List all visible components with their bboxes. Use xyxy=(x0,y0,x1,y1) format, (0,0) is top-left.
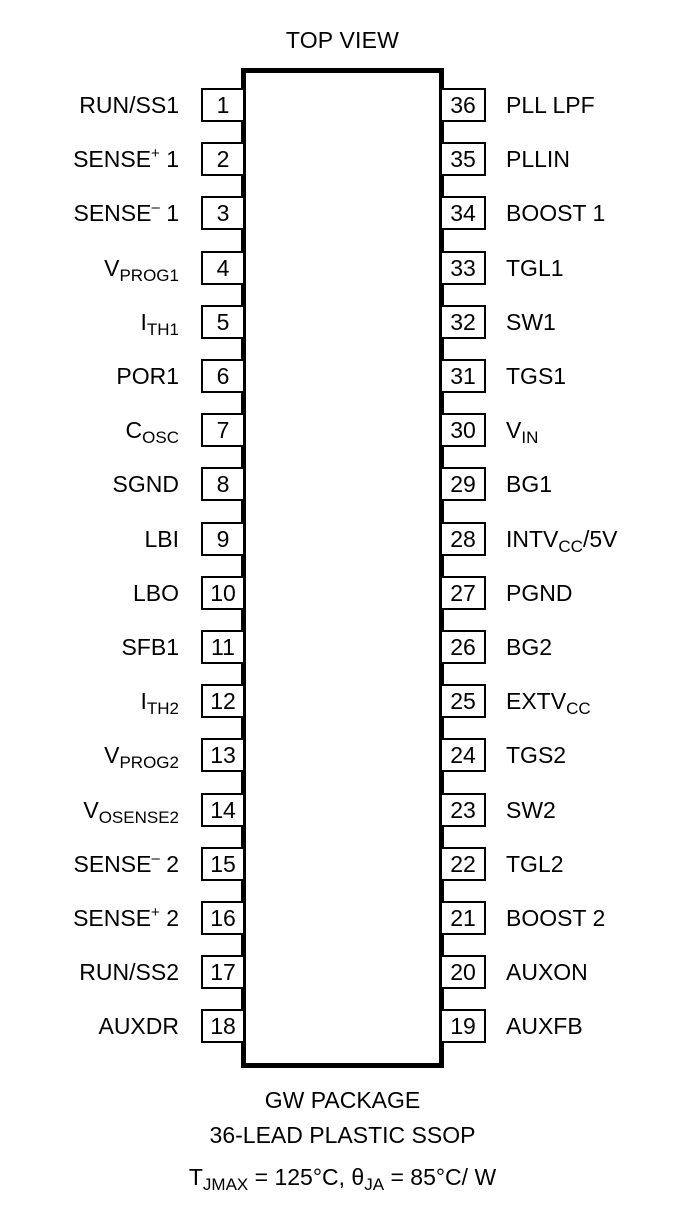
label-part: INTV xyxy=(506,526,559,552)
label-part: RUN/SS1 xyxy=(79,92,179,118)
label-part: CC xyxy=(558,537,583,556)
label-part: IN xyxy=(521,428,539,447)
label-part: SENSE xyxy=(73,146,152,172)
label-part: TH2 xyxy=(146,699,179,718)
label-part: I xyxy=(140,688,147,714)
label-part: 2 xyxy=(159,905,179,931)
pin-label-30 xyxy=(506,415,538,445)
pin-label-24 xyxy=(506,740,566,770)
label-part: 1 xyxy=(159,200,179,226)
pin-number-22: 22 xyxy=(442,847,486,881)
pin-label-5 xyxy=(140,307,179,337)
label-part: TH1 xyxy=(146,320,179,339)
pin-label-7 xyxy=(126,415,179,445)
pin-label-17 xyxy=(79,957,179,987)
pin-number-24: 24 xyxy=(442,738,486,772)
pin-label-12 xyxy=(140,686,179,716)
pin-number-2: 2 xyxy=(201,142,243,176)
pin-label-8 xyxy=(113,469,179,499)
label-part: V xyxy=(506,417,522,443)
label-part: PLL LPF xyxy=(506,92,595,118)
label-part: CC xyxy=(566,699,591,718)
pin-label-35 xyxy=(506,144,570,174)
label-part: BG2 xyxy=(506,634,553,660)
pin-number-26: 26 xyxy=(442,630,486,664)
pin-number-27: 27 xyxy=(442,576,486,610)
pin-number-21: 21 xyxy=(442,901,486,935)
label-part: SW2 xyxy=(506,797,556,823)
pin-number-15: 15 xyxy=(201,847,243,881)
label-part: 2 xyxy=(159,851,179,877)
pin-number-35: 35 xyxy=(442,142,486,176)
label-part: V xyxy=(104,255,120,281)
pin-number-18: 18 xyxy=(201,1009,243,1043)
pin-label-34 xyxy=(506,198,605,228)
pin-label-9 xyxy=(144,524,179,554)
pin-number-12: 12 xyxy=(201,684,243,718)
label-part: I xyxy=(140,309,147,335)
label-part: BG1 xyxy=(506,471,553,497)
pin-number-25: 25 xyxy=(442,684,486,718)
label-part: – xyxy=(151,199,160,216)
pin-number-5: 5 xyxy=(201,305,243,339)
pin-label-25 xyxy=(506,686,591,716)
pin-number-1: 1 xyxy=(201,88,243,122)
pin-number-19: 19 xyxy=(442,1009,486,1043)
pin-number-3: 3 xyxy=(201,196,243,230)
pin-label-1 xyxy=(79,90,179,120)
label-part: BOOST 2 xyxy=(506,905,606,931)
label-part: SENSE xyxy=(73,905,152,931)
label-part: = 125°C, θ xyxy=(248,1164,365,1190)
label-part: V xyxy=(104,742,120,768)
pin-label-2 xyxy=(73,144,179,174)
label-part: POR1 xyxy=(116,363,179,389)
label-part: TGL2 xyxy=(506,851,564,877)
label-part: SENSE xyxy=(73,200,152,226)
label-part: + xyxy=(151,904,160,921)
pin-label-20 xyxy=(506,957,588,987)
label-part: SENSE xyxy=(73,851,152,877)
package-name: GW PACKAGE xyxy=(264,1087,421,1113)
label-part: SFB1 xyxy=(121,634,179,660)
pin-label-21 xyxy=(506,903,605,933)
pin-number-36: 36 xyxy=(442,88,486,122)
label-part: SGND xyxy=(112,471,179,497)
pin-number-6: 6 xyxy=(201,359,243,393)
ic-package-body xyxy=(241,68,444,1068)
label-part: OSENSE2 xyxy=(98,808,179,827)
label-part: = 85°C/ W xyxy=(384,1164,497,1190)
label-part: LBI xyxy=(144,526,179,552)
label-part: PGND xyxy=(506,580,573,606)
label-part: JA xyxy=(364,1175,385,1194)
pin-label-31 xyxy=(506,361,566,391)
pin-number-17: 17 xyxy=(201,955,243,989)
label-part: AUXFB xyxy=(506,1013,583,1039)
pin-number-30: 30 xyxy=(442,413,486,447)
label-part: OSC xyxy=(142,428,179,447)
label-part: AUXDR xyxy=(98,1013,179,1039)
pin-label-3 xyxy=(73,198,179,228)
label-part: TGL1 xyxy=(506,255,564,281)
pin-number-11: 11 xyxy=(201,630,243,664)
pin-label-32 xyxy=(506,307,556,337)
pin-label-15 xyxy=(73,849,179,879)
label-part: TGS1 xyxy=(506,363,567,389)
label-part: BOOST 1 xyxy=(506,200,606,226)
pin-label-29 xyxy=(506,469,552,499)
pin-number-9: 9 xyxy=(201,522,243,556)
pin-label-22 xyxy=(506,849,564,879)
pin-number-28: 28 xyxy=(442,522,486,556)
label-part: C xyxy=(125,417,143,443)
pin-number-8: 8 xyxy=(201,467,243,501)
label-part: JMAX xyxy=(202,1175,249,1194)
package-description: 36-LEAD PLASTIC SSOP xyxy=(209,1122,476,1148)
pin-number-7: 7 xyxy=(201,413,243,447)
label-part: SW1 xyxy=(506,309,556,335)
thermal-spec xyxy=(0,1164,685,1194)
pin-label-27 xyxy=(506,578,572,608)
pin-number-16: 16 xyxy=(201,901,243,935)
label-part: PROG1 xyxy=(119,266,179,285)
diagram-title: TOP VIEW xyxy=(285,27,400,53)
pin-label-36 xyxy=(506,90,595,120)
label-part: RUN/SS2 xyxy=(79,959,179,985)
pin-label-11 xyxy=(121,632,179,662)
pin-number-31: 31 xyxy=(442,359,486,393)
pin-number-23: 23 xyxy=(442,793,486,827)
pin-label-13 xyxy=(104,740,179,770)
pin-number-20: 20 xyxy=(442,955,486,989)
pin-label-18 xyxy=(98,1011,179,1041)
pin-label-6 xyxy=(116,361,179,391)
pin-label-16 xyxy=(73,903,179,933)
label-part: 1 xyxy=(159,146,179,172)
pin-number-13: 13 xyxy=(201,738,243,772)
label-part: V xyxy=(83,797,99,823)
pin-number-34: 34 xyxy=(442,196,486,230)
pin-number-10: 10 xyxy=(201,576,243,610)
label-part: AUXON xyxy=(506,959,588,985)
label-part: + xyxy=(151,145,160,162)
pin-label-23 xyxy=(506,795,556,825)
pin-label-10 xyxy=(133,578,179,608)
pin-number-32: 32 xyxy=(442,305,486,339)
label-part: – xyxy=(151,850,160,867)
pin-label-19 xyxy=(506,1011,583,1041)
label-part: PLLIN xyxy=(506,146,570,172)
pin-label-26 xyxy=(506,632,552,662)
pin-label-33 xyxy=(506,253,564,283)
label-part: /5V xyxy=(582,526,618,552)
label-part: EXTV xyxy=(506,688,567,714)
pin-number-29: 29 xyxy=(442,467,486,501)
pin-label-28 xyxy=(506,524,617,554)
label-part: LBO xyxy=(132,580,179,606)
label-part: PROG2 xyxy=(119,753,179,772)
pin-number-4: 4 xyxy=(201,251,243,285)
label-part: TGS2 xyxy=(506,742,567,768)
pin-number-14: 14 xyxy=(201,793,243,827)
pin-number-33: 33 xyxy=(442,251,486,285)
label-part: T xyxy=(188,1164,203,1190)
pin-label-4 xyxy=(104,253,179,283)
pin-label-14 xyxy=(83,795,179,825)
